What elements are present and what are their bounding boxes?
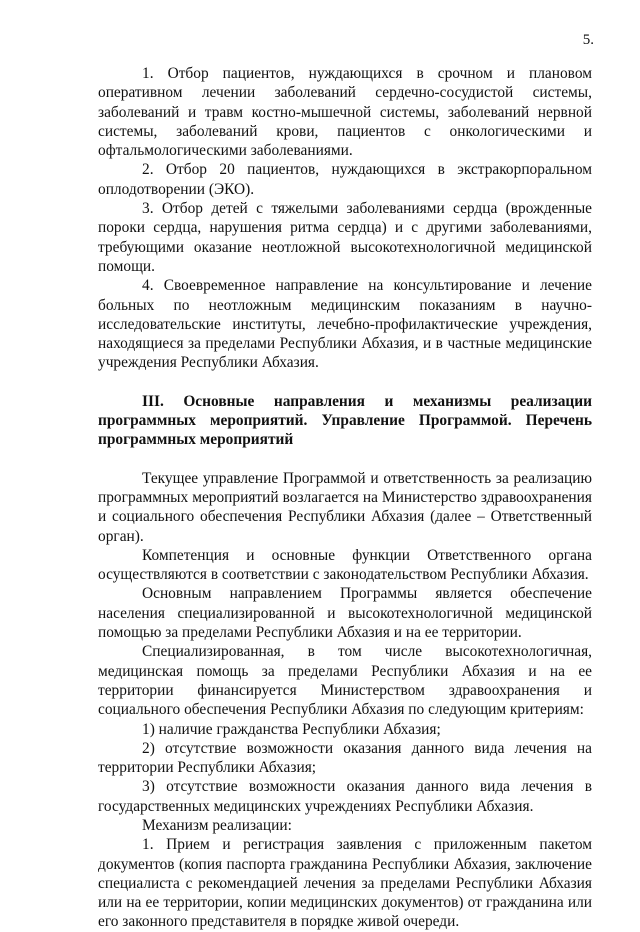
section-heading: III. Основные направления и механизмы реализации программных мероприятий. Управление Программой. Перечень программных мероприятий (98, 392, 592, 449)
paragraph: Механизм реализации: (142, 816, 292, 834)
criteria-item: 3) отсутствие возможности оказания данного вида лечения в государственных медицинских учреждениях Республики Абхазия. (98, 778, 592, 815)
page-number: 5. (582, 32, 594, 48)
paragraph: Специализированная, в том числе высокотехнологичная, медицинская помощь за пределами Республики Абхазия и на ее территории финансируется Министерством здравоохранения и социального обеспечения Республики Абхазия по следующим критериям: (98, 643, 592, 719)
list-item: 1. Отбор пациентов, нуждающихся в срочном и плановом оперативном лечении заболеваний сердечно-сосудистой системы, заболеваний и травм костно-мышечной системы, заболеваний нервной системы, заболеваний крови, пациентов с онкологическими и офтальмологическими заболеваниями. (98, 65, 592, 160)
spacer (98, 373, 592, 392)
list-item: 4. Своевременное направление на консультирование и лечение больных по неотложным медицинским показаниям в научно-исследовательские институты, лечебно-профилактические учреждения, находящиеся за пределами Республики Абхазия, и в частные медицинские учреждения Республики Абхазия. (98, 277, 592, 372)
paragraph: Текущее управление Программой и ответственность за реализацию программных мероприятий возлагается на Министерство здравоохранения и социального обеспечения Республики Абхазия (далее – Ответственный орган). (98, 469, 592, 545)
list-item: 2. Отбор 20 пациентов, нуждающихся в экстракорпоральном оплодотворении (ЭКО). (98, 161, 592, 198)
criteria-item: 2) отсутствие возможности оказания данного вида лечения на территории Республики Абхазия; (98, 739, 592, 777)
paragraph: Компетенция и основные функции Ответственного органа осуществляются в соответствии с законодательством Республики Абхазия. (98, 546, 592, 584)
criteria-item: 1) наличие гражданства Республики Абхазия; (142, 720, 441, 738)
document-body (98, 64, 592, 932)
list-item: 3. Отбор детей с тяжелыми заболеваниями сердца (врожденные пороки сердца, нарушения ритма сердца) и с другими заболеваниями, требующими оказание неотложной высокотехнологичной медицинской помощи. (98, 200, 592, 275)
paragraph: Основным направлением Программы является обеспечение населения специализированной и высокотехнологичной медицинской помощью за пределами Республики Абхазия и на ее территории. (98, 585, 592, 642)
spacer (98, 450, 592, 469)
mechanism-item: 1. Прием и регистрация заявления с приложенным пакетом документов (копия паспорта гражданина Республики Абхазия, заключение специалиста с рекомендацией лечения за пределами Республики Абхазия или на ее территории, копии медицинских документов) от гражданина или его законного представителя в порядке живой очереди. (98, 836, 592, 931)
